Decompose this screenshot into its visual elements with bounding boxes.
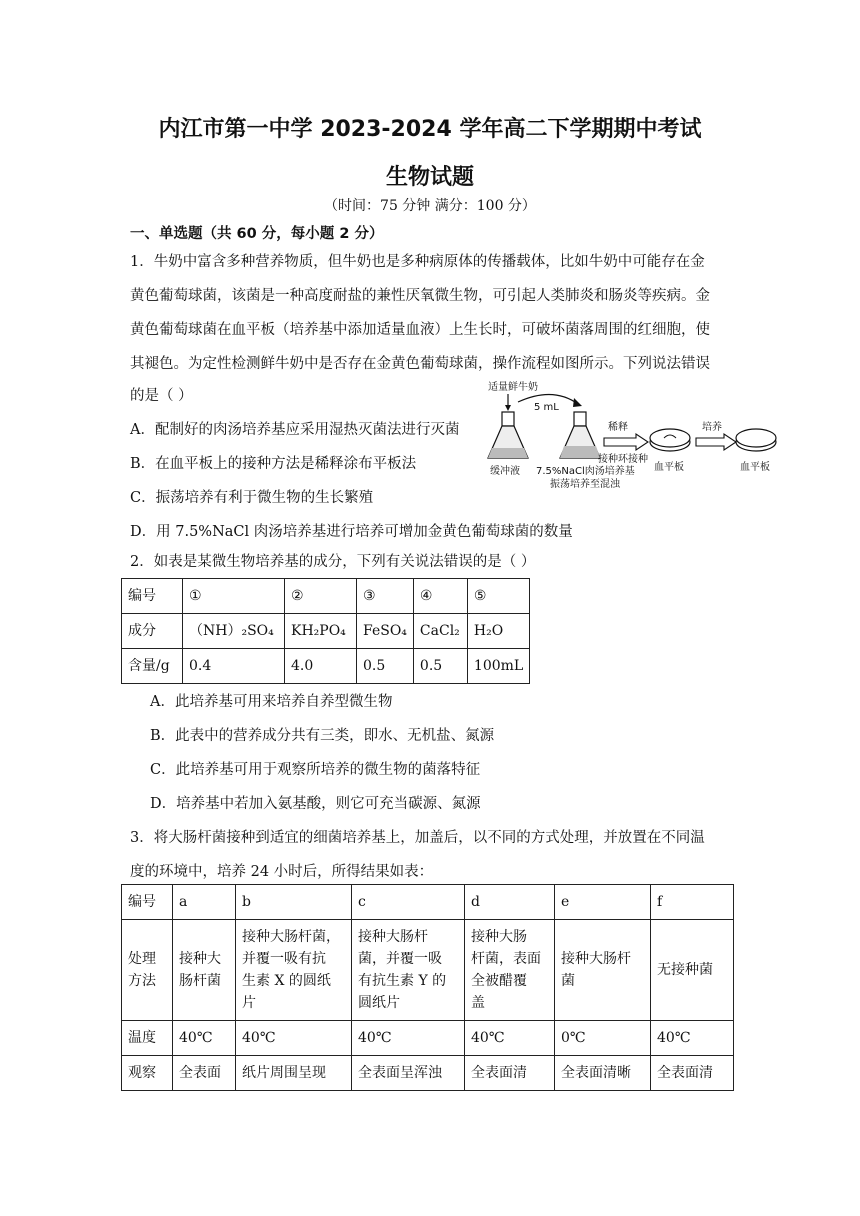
cell-line: 接种大肠 [471, 929, 527, 945]
q2-stem: 2．如表是某微生物培养基的成分，下列有关说法错误的是（ ） [130, 554, 536, 570]
table-cell: 0.4 [183, 649, 285, 684]
label-dilute: 稀释 [608, 422, 628, 433]
table-cell: ③ [357, 579, 414, 614]
cell-line: 并覆一吸有抗 [242, 951, 326, 967]
petri-dish-icon [650, 429, 690, 451]
table-row [122, 885, 734, 920]
table-cell [352, 920, 465, 1021]
table-cell: a [173, 885, 236, 920]
q1-option-d: D．用 7.5%NaCl 肉汤培养基进行培养可增加金黄色葡萄球菌的数量 [130, 524, 573, 540]
table-row [122, 1056, 734, 1091]
cell-line: 有抗生素 Y 的 [358, 973, 447, 989]
table-cell: 全表面清晰 [555, 1056, 651, 1091]
table-cell: ⑤ [467, 579, 529, 614]
cell-line: 片 [242, 995, 256, 1011]
q2-option-b: B．此表中的营养成分共有三类，即水、无机盐、氮源 [150, 728, 495, 744]
cell-line: 接种大肠杆 [358, 929, 428, 945]
subject-title: 生物试题 [385, 165, 474, 190]
label-broth: 7.5%NaCl肉汤培养基 [536, 466, 635, 477]
table-cell [465, 920, 555, 1021]
q2-option-a: A．此培养基可用来培养自养型微生物 [150, 694, 393, 710]
table-row [122, 579, 530, 614]
table-cell: 40℃ [465, 1021, 555, 1056]
table-cell: 含量/g [122, 649, 183, 684]
table-row [122, 920, 734, 1021]
exam-info: （时间：75 分钟 满分：100 分） [324, 198, 536, 214]
label-shake: 振荡培养至混浊 [550, 479, 620, 490]
table-cell: FeSO₄ [357, 614, 414, 649]
table-row [122, 1021, 734, 1056]
cell-line: 方法 [128, 973, 156, 989]
cell-line: 接种大 [179, 951, 221, 967]
table-cell: 全表面呈浑浊 [352, 1056, 465, 1091]
q1-line: 黄色葡萄球菌，该菌是一种高度耐盐的兼性厌氧微生物，可引起人类肺炎和肠炎等疾病。金 [130, 288, 710, 304]
table-cell: e [555, 885, 651, 920]
label-culture: 培养 [702, 422, 722, 433]
table-cell: 编号 [122, 579, 183, 614]
table-cell: b [236, 885, 352, 920]
q2-option-d: D．培养基中若加入氨基酸，则它可充当碳源、氮源 [150, 796, 481, 812]
table-cell: CaCl₂ [413, 614, 467, 649]
cell-line: 全被醋覆 [471, 973, 527, 989]
q3-line: 度的环境中，培养 24 小时后，所得结果如表： [130, 864, 434, 880]
q3-line: 3．将大肠杆菌接种到适宜的细菌培养基上，加盖后，以不同的方式处理，并放置在不同温 [130, 830, 705, 846]
table-cell: （NH）₂SO₄ [183, 614, 285, 649]
label-volume: 5 mL [534, 402, 559, 413]
cell-line: 杆菌，表面 [471, 951, 541, 967]
table-cell [236, 920, 352, 1021]
table-cell: ② [285, 579, 357, 614]
table-cell: 40℃ [236, 1021, 352, 1056]
label-plate2: 血平板 [740, 462, 770, 473]
table-cell [555, 920, 651, 1021]
table-cell: KH₂PO₄ [285, 614, 357, 649]
cell-line: 圆纸片 [358, 995, 400, 1011]
table-cell: 纸片周围呈现 [236, 1056, 352, 1091]
q1-line: 的是（ ） [130, 388, 193, 404]
table-cell: c [352, 885, 465, 920]
table-cell: d [465, 885, 555, 920]
experiment-table [121, 884, 734, 1091]
table-cell: 全表面 [173, 1056, 236, 1091]
cell-line: 生素 X 的圆纸 [242, 973, 331, 989]
section-heading: 一、单选题（共 60 分，每小题 2 分） [130, 226, 384, 242]
label-plate1: 血平板 [654, 462, 684, 473]
q2-option-c: C．此培养基可用于观察所培养的微生物的菌落特征 [150, 762, 481, 778]
table-cell: 全表面清 [465, 1056, 555, 1091]
table-cell [651, 920, 734, 1021]
table-cell: 40℃ [173, 1021, 236, 1056]
medium-table [121, 578, 530, 684]
table-cell: 0.5 [413, 649, 467, 684]
q1-option-c: C．振荡培养有利于微生物的生长繁殖 [130, 490, 374, 506]
table-cell: H₂O [467, 614, 529, 649]
petri-dish-icon [736, 429, 776, 451]
table-cell: f [651, 885, 734, 920]
table-cell: 0.5 [357, 649, 414, 684]
cell-line: 接种大肠杆菌， [242, 929, 340, 945]
q1-line: 黄色葡萄球菌在血平板（培养基中添加适量血液）上生长时，可破坏菌落周围的红细胞，使 [130, 322, 710, 338]
q1-option-a: A．配制好的肉汤培养基应采用湿热灭菌法进行灭菌 [130, 422, 460, 438]
procedure-figure [478, 378, 778, 498]
label-inoculate: 接种环接种 [598, 454, 648, 465]
table-cell: 全表面清 [651, 1056, 734, 1091]
table-cell: 编号 [122, 885, 173, 920]
table-cell: ④ [413, 579, 467, 614]
q1-option-b: B．在血平板上的接种方法是稀释涂布平板法 [130, 456, 417, 472]
table-cell: 成分 [122, 614, 183, 649]
label-buffer: 缓冲液 [490, 466, 520, 477]
table-cell [122, 920, 173, 1021]
q1-line: 其褪色。为定性检测鲜牛奶中是否存在金黄色葡萄球菌，操作流程如图所示。下列说法错误 [130, 356, 710, 372]
flask-icon [488, 412, 528, 458]
cell-line: 处理 [128, 951, 156, 967]
table-row [122, 614, 530, 649]
table-cell: 4.0 [285, 649, 357, 684]
cell-line: 接种大肠杆 [561, 951, 631, 967]
cell-line: 菌 [561, 973, 575, 989]
table-cell: ① [183, 579, 285, 614]
table-cell: 40℃ [352, 1021, 465, 1056]
exam-title: 内江市第一中学 2023-2024 学年高二下学期期中考试 [158, 117, 702, 142]
cell-line: 菌，并覆一吸 [358, 951, 442, 967]
q1-line: 1．牛奶中富含多种营养物质，但牛奶也是多种病原体的传播载体，比如牛奶中可能存在金 [130, 254, 705, 270]
flask-icon [560, 412, 600, 458]
table-row [122, 649, 530, 684]
table-cell: 0℃ [555, 1021, 651, 1056]
label-milk: 适量鲜牛奶 [488, 382, 538, 393]
table-cell [173, 920, 236, 1021]
table-cell: 40℃ [651, 1021, 734, 1056]
cell-line: 盖 [471, 995, 485, 1011]
cell-line: 无接种菌 [657, 962, 713, 978]
table-cell: 观察 [122, 1056, 173, 1091]
table-cell: 温度 [122, 1021, 173, 1056]
table-cell: 100mL [467, 649, 529, 684]
cell-line: 肠杆菌 [179, 973, 221, 989]
